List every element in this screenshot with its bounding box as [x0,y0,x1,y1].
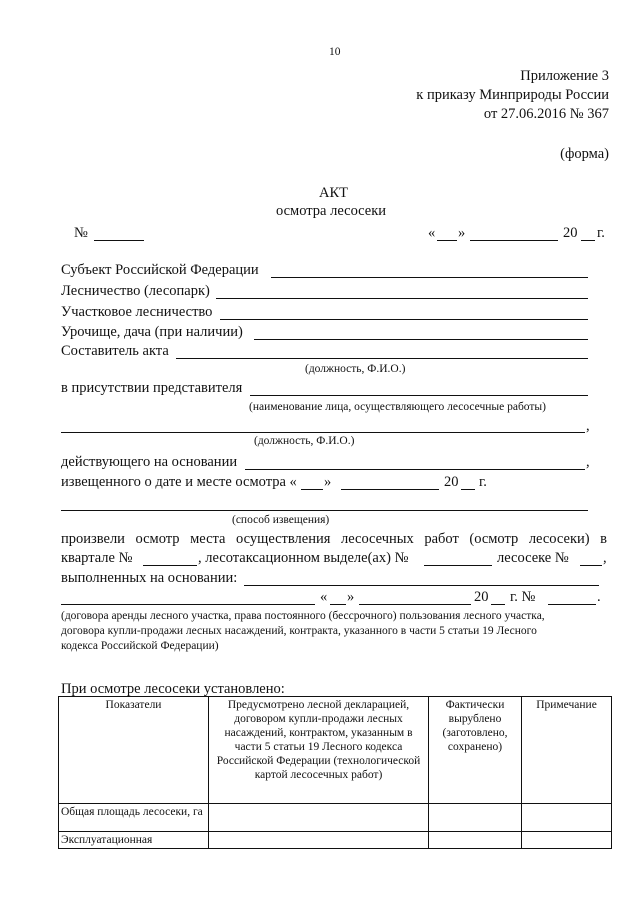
appendix-label: Приложение 3 [520,68,609,84]
allotment-field[interactable] [424,565,492,566]
established-heading: При осмотре лесосеки установлено: [61,681,285,697]
basis-year-field[interactable] [491,604,505,605]
forestry-label: Лесничество (лесопарк) [61,283,210,299]
district-forestry-label: Участковое лесничество [61,304,213,320]
date-month-field[interactable] [470,240,558,241]
table-cell[interactable] [429,804,522,832]
quarter-label: квартале № [61,550,133,566]
table-cell[interactable] [209,804,429,832]
quarter-field[interactable] [143,565,197,566]
date-close-quote: » [458,225,466,241]
basis-month-field[interactable] [359,604,471,605]
cutting-area-label: лесосеке № [497,550,569,566]
form-label: (форма) [560,146,609,162]
number-field[interactable] [94,240,144,241]
basis-open-quote: « [320,589,328,605]
header-note: Примечание [522,697,612,804]
basis-number-field[interactable] [548,604,596,605]
basis-label: выполненных на основании: [61,570,238,586]
order-date: от 27.06.2016 № 367 [483,106,609,122]
basis-number-label: г. № [510,589,536,605]
header-actual: Фактически вырублено (заготовлено, сохранено) [429,697,522,804]
table-cell[interactable] [209,832,429,849]
acting-basis-label: действующего на основании [61,454,238,470]
number-label: № [74,225,88,241]
subject-field[interactable] [271,277,588,278]
tract-field[interactable] [254,339,588,340]
date-open-quote: « [428,225,436,241]
date-year-suffix: г. [597,225,605,241]
date-day-field[interactable] [437,240,457,241]
header-planned: Предусмотрено лесной декларацией, договором купли-продажи лесных насаждений, контрактом, указанным в части 5 статьи 19 Лесного кодекса Российской Федерации (технологической картой лесосечных работ) [209,697,429,804]
allotment-label: , лесотаксационном выделе(ах) № [198,550,409,566]
table-cell[interactable] [429,832,522,849]
presence-field-continuation[interactable] [61,432,585,433]
author-hint: (должность, Ф.И.О.) [305,363,406,375]
basis-hint-2: договора купли-продажи лесных насаждений, контракта, указанного в части 5 статьи 19 Лесного [61,625,537,637]
date-year-prefix: 20 [563,225,578,241]
notified-close-quote: » [324,474,332,490]
row-label: Общая площадь лесосеки, га [59,804,209,832]
acting-basis-field[interactable] [245,469,585,470]
notice-method-field[interactable] [61,510,588,511]
subject-label: Субъект Российской Федерации [61,262,259,278]
position-hint: (должность, Ф.И.О.) [254,435,355,447]
basis-dot: . [597,589,601,605]
table-cell[interactable] [522,804,612,832]
author-label: Составитель акта [61,343,169,359]
presence-label: в присутствии представителя [61,380,243,396]
basis-close-quote: » [347,589,355,605]
row-label: Эксплуатационная [59,832,209,849]
date-year-field[interactable] [581,240,595,241]
basis-year-prefix: 20 [474,589,489,605]
tract-label: Урочище, дача (при наличии) [61,324,243,340]
table-row [59,832,612,849]
table-cell[interactable] [522,832,612,849]
forestry-field[interactable] [216,298,588,299]
notified-year-prefix: 20 [444,474,459,490]
notified-year-suffix: г. [479,474,487,490]
presence-comma: , [586,418,590,434]
author-field[interactable] [176,358,588,359]
notified-day-field[interactable] [301,489,323,490]
basis-hint-3: кодекса Российской Федерации) [61,640,219,652]
notified-year-field[interactable] [461,489,475,490]
basis-field[interactable] [244,585,599,586]
presence-field[interactable] [250,395,588,396]
notice-method-hint: (способ извещения) [232,514,330,526]
cutting-area-comma: , [603,550,607,566]
basis-doc-field[interactable] [61,604,315,605]
inspection-table [58,696,612,849]
basis-day-field[interactable] [330,604,346,605]
inspection-line-1: произвели осмотр места осуществления лесосечных работ (осмотр лесосеки) в [61,531,607,547]
table-row [59,804,612,832]
notified-month-field[interactable] [341,489,439,490]
basis-hint-1: (договора аренды лесного участка, права постоянного (бессрочного) пользования лесного участка, [61,610,545,622]
header-indicators: Показатели [59,697,209,804]
cutting-area-field[interactable] [580,565,602,566]
acting-basis-comma: , [586,454,590,470]
document-subtitle: осмотра лесосеки [276,203,387,219]
order-reference: к приказу Минприроды России [416,87,609,103]
presence-hint: (наименование лица, осуществляющего лесосечные работы) [249,401,546,413]
district-forestry-field[interactable] [220,319,588,320]
notified-label: извещенного о дате и месте осмотра « [61,474,297,490]
page-number: 10 [329,46,341,58]
document-title: АКТ [319,185,348,201]
